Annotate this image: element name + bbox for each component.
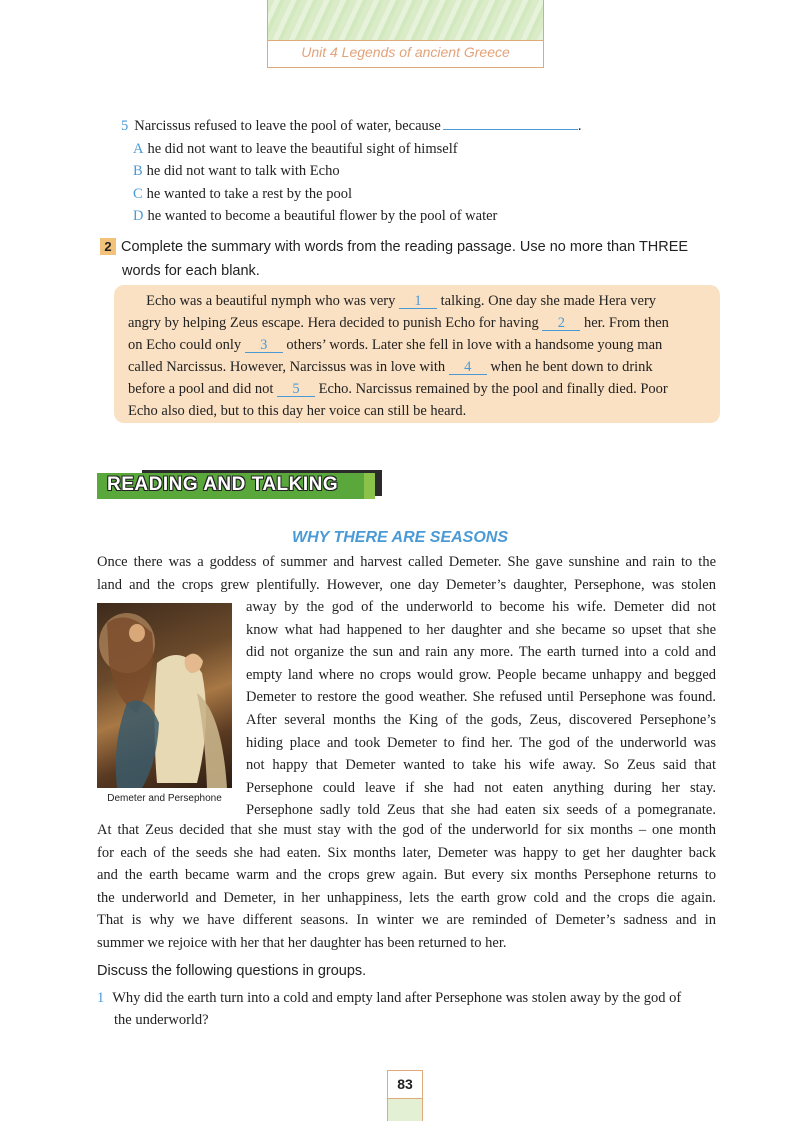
story-line: not happy that Demeter wanted to take his wife away. So Zeus said that bbox=[246, 757, 716, 774]
story-line: That is why we have different seasons. In winter we are reminded of Demeter’s sadness and in bbox=[97, 912, 716, 929]
story-paragraph-side bbox=[246, 596, 716, 822]
question-text: Narcissus refused to leave the pool of water, because bbox=[134, 118, 441, 134]
header-texture bbox=[268, 0, 543, 40]
summary-line bbox=[128, 378, 706, 400]
summary-line bbox=[128, 356, 706, 378]
page-number: 83 bbox=[388, 1071, 422, 1099]
answer-blank bbox=[443, 117, 578, 130]
question-5-stem bbox=[121, 115, 582, 138]
summary-text: angry by helping Zeus escape. Hera decided to punish Echo for having bbox=[128, 315, 539, 331]
story-line: hiding place and took Demeter to find her. The god of the underworld was bbox=[246, 734, 716, 751]
question-number: 5 bbox=[121, 118, 129, 134]
summary-text: before a pool and did not bbox=[128, 381, 274, 397]
summary-text: on Echo could only bbox=[128, 337, 242, 353]
section-2-instruction bbox=[100, 235, 720, 283]
summary-text: others’ words. Later she fell in love with a handsome young man bbox=[286, 337, 663, 353]
story-line: for each of the seeds she had eaten. Six months later, Demeter was happy to get her daughter back bbox=[97, 844, 716, 861]
unit-title: Unit 4 Legends of ancient Greece bbox=[301, 44, 510, 60]
blank-4[interactable]: 4 bbox=[449, 360, 487, 375]
story-line: summer we rejoice with her that her daughter has been returned to her. bbox=[97, 934, 507, 951]
summary-text: Echo was a beautiful nymph who was very bbox=[146, 293, 396, 309]
option-letter: C bbox=[133, 185, 143, 202]
story-line: and the earth became warm and the crops grew again. But every six months Persephone returns to bbox=[97, 867, 716, 884]
summary-line bbox=[128, 312, 706, 334]
story-line: empty land where no crops would grow. People became unhappy and begged bbox=[246, 666, 716, 683]
option-d bbox=[121, 205, 582, 228]
banner-label: READING AND TALKING bbox=[107, 474, 339, 495]
option-text: he did not want to talk with Echo bbox=[146, 163, 340, 179]
story-line: After several months the King of the gods, Zeus, discovered Persephone’s bbox=[246, 711, 716, 728]
option-a bbox=[121, 138, 582, 161]
option-text: he did not want to leave the beautiful sight of himself bbox=[147, 140, 458, 157]
summary-line bbox=[128, 334, 706, 356]
story-line: Once there was a goddess of summer and harvest called Demeter. She gave sunshine and rain to the bbox=[97, 554, 716, 570]
blank-5[interactable]: 5 bbox=[277, 382, 315, 397]
instruction-line-2: words for each blank. bbox=[122, 263, 260, 279]
section-badge: 2 bbox=[100, 238, 116, 255]
option-letter: A bbox=[133, 140, 144, 157]
question-5 bbox=[121, 115, 582, 228]
summary-line bbox=[128, 290, 706, 312]
option-letter: B bbox=[133, 163, 143, 179]
page-number-tab bbox=[387, 1070, 423, 1121]
story-line: know what had happened to her daughter and she became so upset that she bbox=[246, 621, 716, 638]
summary-text: when he bent down to drink bbox=[490, 359, 653, 375]
story-paragraph-top bbox=[97, 551, 716, 596]
question-text-continued: the underworld? bbox=[114, 1012, 209, 1028]
instruction-line-1: Complete the summary with words from the reading passage. Use no more than THREE bbox=[121, 239, 689, 255]
summary-text: her. From then bbox=[583, 315, 669, 331]
story-line: Demeter to restore the good weather. She refused until Persephone was found. bbox=[246, 689, 716, 706]
story-line: the underworld and Demeter, in her unhappiness, lets the earth grow cold and the crops die again. bbox=[97, 889, 716, 906]
story-line: Persephone could leave if she had not eaten anything during her stay. bbox=[246, 779, 716, 796]
story-title: WHY THERE ARE SEASONS bbox=[291, 529, 509, 546]
blank-2[interactable]: 2 bbox=[542, 316, 580, 331]
blank-1[interactable]: 1 bbox=[399, 294, 437, 309]
option-b bbox=[121, 160, 582, 183]
story-line: land and the crops grew plentifully. However, one day Demeter’s daughter, Persephone, was stolen bbox=[97, 576, 716, 593]
header-divider bbox=[268, 40, 543, 41]
option-text: he wanted to take a rest by the pool bbox=[146, 185, 353, 202]
option-text: he wanted to become a beautiful flower by the pool of water bbox=[147, 208, 498, 224]
summary-text: talking. One day she made Hera very bbox=[440, 293, 657, 309]
blank-3[interactable]: 3 bbox=[245, 338, 283, 353]
option-letter: D bbox=[133, 208, 144, 224]
story-line: away by the god of the underworld to become his wife. Demeter did not bbox=[246, 599, 716, 615]
unit-header bbox=[267, 0, 544, 68]
discussion-question-1 bbox=[97, 987, 717, 1031]
demeter-persephone-painting bbox=[97, 603, 232, 788]
discussion-heading: Discuss the following questions in groups. bbox=[97, 963, 367, 979]
question-text: Why did the earth turn into a cold and empty land after Persephone was stolen away by the god of bbox=[112, 990, 682, 1006]
story-line: did not organize the sun and rain any more. The earth turned into a cold and bbox=[246, 644, 716, 661]
summary-text: called Narcissus. However, Narcissus was in love with bbox=[128, 359, 446, 375]
summary-line: Echo also died, but to this day her voice can still be heard. bbox=[128, 403, 467, 419]
stem-end: . bbox=[577, 118, 582, 134]
reading-talking-banner bbox=[97, 470, 382, 500]
question-number: 1 bbox=[97, 990, 105, 1006]
image-caption: Demeter and Persephone bbox=[107, 793, 222, 804]
story-line: At that Zeus decided that she must stay with the god of the underworld for six months – one month bbox=[97, 822, 716, 838]
summary-box bbox=[114, 285, 720, 423]
painting-illustration bbox=[97, 603, 232, 788]
story-paragraph-bottom bbox=[97, 819, 716, 955]
story-line: Persephone sadly told Zeus that she had eaten six seeds of a pomegranate. bbox=[246, 802, 716, 819]
summary-text: Echo. Narcissus remained by the pool and finally died. Poor bbox=[318, 381, 668, 397]
option-c bbox=[121, 183, 582, 206]
